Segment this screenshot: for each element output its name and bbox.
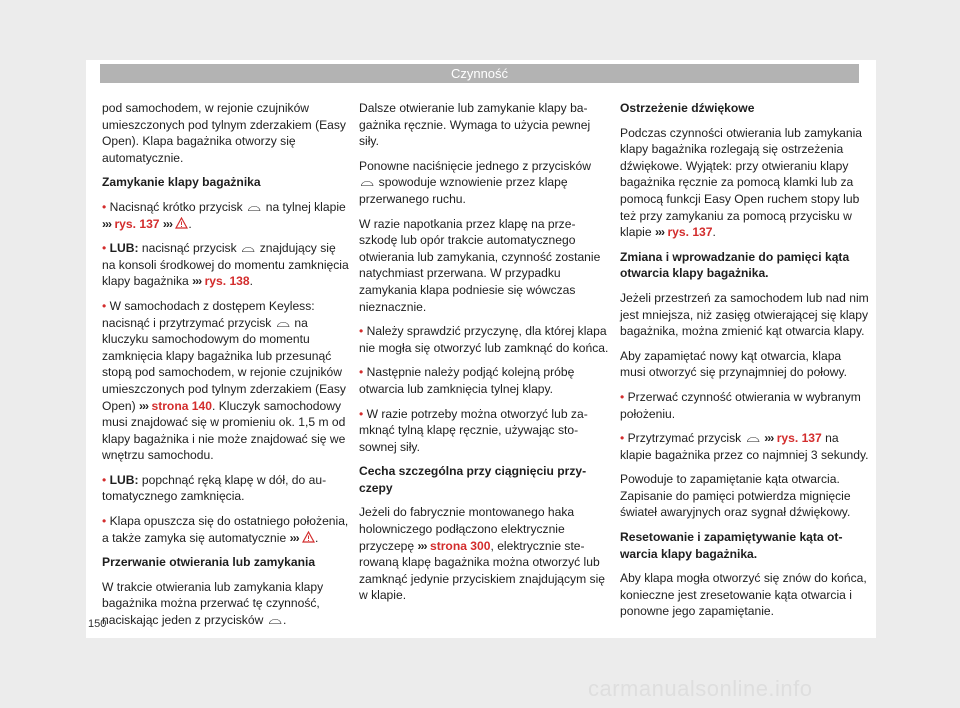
bullet-item: • Przerwać czynność otwierania w wybranym położeniu. — [620, 389, 861, 421]
bullet-item: • Przytrzymać przycisk ⌓ ››› rys. 137 na klapie bagażnika przez co najmniej 3 sekundy. — [620, 430, 869, 462]
heading-trailer: Cecha szczególna przy ciągnięciu przyczepy — [359, 464, 587, 495]
bullet-icon: • — [620, 431, 625, 446]
trunk-key-icon: ⌓ — [268, 612, 282, 628]
heading-interrupt: Przerwanie otwierania lub zamykania — [102, 555, 316, 570]
trunk-key-icon: ⌓ — [276, 314, 290, 330]
trunk-key-icon: ⌓ — [360, 174, 374, 190]
paragraph: Jeżeli przestrzeń za samochodem lub nad nim jest mniejsza, niż zasięg otwierającej się klapy bagażnika, można zmienić kąt otwarcia klapy. — [620, 290, 869, 339]
bullet-item: • LUB: popchnąć ręką klapę w dół, do automatycznego zamknięcia. — [102, 472, 327, 504]
paragraph: Powoduje to zapamiętanie kąta otwarcia. Zapisanie do pamięci potwierdza mignięcie świateł awaryjnych oraz sygnał dźwiękowy. — [620, 472, 851, 520]
page-number: 150 — [88, 618, 107, 630]
bullet-item: • W razie potrzeby można otworzyć lub zamknąć tylną klapę ręcznie, używając stosownej siły. — [359, 406, 588, 454]
bullet-item: • Klapa opuszcza się do ostatniego położenia, a także zamyka się automatycznie ››› . — [102, 514, 349, 545]
bullet-icon: • — [102, 472, 107, 487]
paragraph: pod samochodem, w rejonie czujników umieszczonych pod tylnym zderzakiem (Easy Open). Klapa bagażnika otworzy się automatycznie. — [102, 101, 346, 165]
warning-triangle-icon — [175, 217, 188, 229]
bullet-icon: • — [102, 199, 107, 214]
column-2 — [359, 100, 609, 612]
bullet-icon: • — [102, 514, 107, 529]
paragraph: Aby klapa mogła otworzyć się znów do końca, konieczne jest zresetowanie kąta otwarcia i ponowne jego zapamiętanie. — [620, 571, 867, 619]
arrow-ref-icon: ››› — [192, 274, 202, 289]
figure-link[interactable]: rys. 137 — [776, 431, 822, 446]
heading-reset: Resetowanie i zapamiętywanie kąta otwarcia klapy bagażnika. — [620, 530, 843, 561]
paragraph: W razie napotkania przez klapę na przeszkodę lub opór trakcie automatycznego otwierania lub zamykania, czynność zostanie natychmiast przerwana. W przypadku zamykania klapa podniesie się wówczas nieznacznie. — [359, 216, 601, 314]
bullet-icon: • — [359, 406, 364, 421]
watermark: carmanualsonline.info — [588, 676, 813, 701]
bullet-icon: • — [620, 389, 625, 404]
heading-closing-trunk: Zamykanie klapy bagażnika — [102, 175, 261, 190]
paragraph: Ponowne naciśnięcie jednego z przycisków ⌓ spowoduje wznowienie przez klapę przerwanego ruchu. — [359, 158, 609, 208]
paragraph: Aby zapamiętać nowy kąt otwarcia, klapa musi otworzyć się przynajmniej do połowy. — [620, 348, 847, 380]
arrow-ref-icon: ››› — [764, 431, 774, 446]
bullet-item: • Należy sprawdzić przyczynę, dla której klapa nie mogła się otworzyć lub zamknąć do końca. — [359, 324, 609, 355]
arrow-ref-icon: ››› — [417, 538, 427, 553]
bullet-item: • LUB: nacisnąć przycisk ⌓ znajdujący się na konsoli środkowej do momentu zamknięcia klapy bagażnika ››› rys. 138. — [102, 240, 349, 289]
heading-sound-warning: Ostrzeżenie dźwiękowe — [620, 101, 755, 115]
arrow-ref-icon: ››› — [102, 216, 112, 231]
trunk-key-icon: ⌓ — [247, 198, 261, 214]
bullet-icon: • — [359, 365, 364, 380]
heading-angle: Zmiana i wprowadzanie do pamięci kąta otwarcia klapy bagażnika. — [620, 249, 850, 281]
figure-link[interactable]: rys. 138 — [204, 274, 250, 289]
trunk-key-icon: ⌓ — [241, 240, 255, 256]
bullet-icon: • — [102, 298, 107, 313]
trunk-key-icon: ⌓ — [746, 430, 760, 446]
figure-link[interactable]: rys. 137 — [114, 216, 160, 231]
page-link[interactable]: strona 300 — [429, 538, 491, 553]
arrow-ref-icon: ››› — [654, 225, 665, 240]
column-3 — [620, 100, 870, 628]
bullet-item: • Następnie należy podjąć kolejną próbę otwarcia lub zamknięcia tylnej klapy. — [359, 365, 575, 396]
bullet-item: • Nacisnąć krótko przycisk ⌓ na tylnej klapie ››› rys. 137 ››› . — [102, 198, 346, 231]
figure-link[interactable]: rys. 137 — [667, 225, 713, 240]
paragraph: W trakcie otwierania lub zamykania klapy bagażnika można przerwać tę czynność, naciskając jeden z przycisków ⌓. — [102, 579, 324, 628]
bullet-icon: • — [359, 324, 364, 339]
paragraph: Podczas czynności otwierania lub zamykania klapy bagażnika rozlegają się ostrzeżenia dźwiękowe. Wyjątek: przy otwieraniu klapy bagażnika ręcznie za pomocą klamki lub za pomocą funkcji Easy Open ruchem stopy lub też przy zamykaniu za pomocą przycisku w klapie ››› rys. 137. — [620, 125, 862, 240]
page-header: Czynność — [100, 64, 859, 83]
warning-triangle-icon — [302, 531, 315, 543]
column-1 — [102, 100, 352, 637]
paragraph: Dalsze otwieranie lub zamykanie klapy bagażnika ręcznie. Wymaga to użycia pewnej siły. — [359, 101, 591, 149]
arrow-ref-icon: ››› — [289, 530, 299, 545]
bullet-icon: • — [102, 241, 107, 256]
paragraph: Jeżeli do fabrycznie montowanego haka holowniczego podłączono elektrycznie przyczepę ››› strona 300, elektrycznie sterowaną klapę bagażnika można otworzyć lub zamknąć jedynie przyciskiem znajdującym się w klapie. — [359, 505, 605, 603]
page-link[interactable]: strona 140 — [151, 398, 212, 413]
arrow-ref-icon: ››› — [139, 398, 149, 413]
bullet-item: • W samochodach z dostępem Keyless: nacisnąć i przytrzymać przycisk ⌓ na kluczyku samochodowym do momentu zamknięcia klapy bagażnika lub przesunąć stopą pod samochodem, w rejonie czujników umieszczonych pod tylnym zderzakiem (Easy Open) ››› strona 140. Kluczyk samochodowy musi znajdować się w promieniu ok. 1,5 m od klapy bagażnika i nie może znajdować się we wnętrzu samochodu. — [102, 298, 346, 463]
arrow-ref-icon: ››› — [162, 216, 172, 231]
